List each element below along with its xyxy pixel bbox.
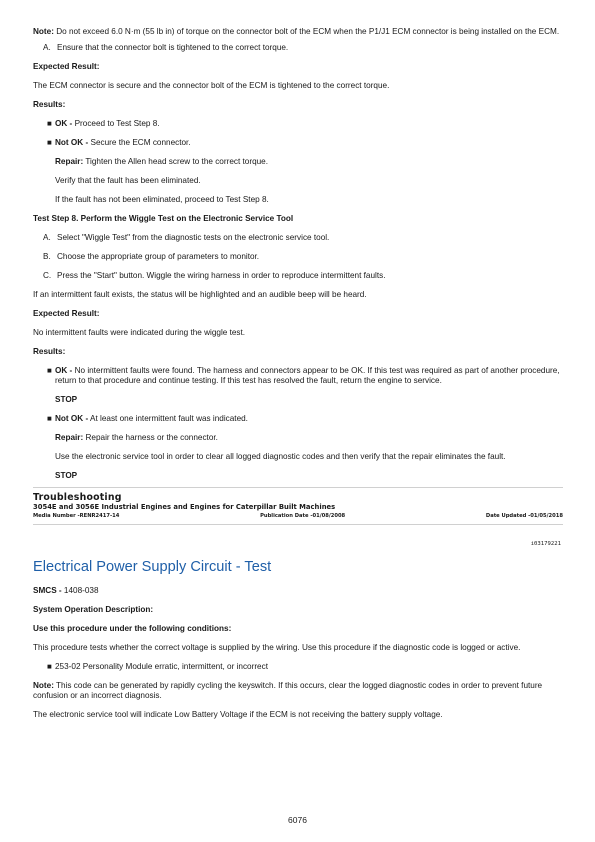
bullet-icon: ■ [47, 366, 52, 375]
step-item [33, 271, 563, 281]
media-number: Media Number -RENR2417-14 [33, 513, 120, 519]
code-list-item [33, 662, 563, 672]
publication-date: Publication Date -01/08/2008 [260, 513, 346, 519]
code-item-text: 253-02 Personality Module erratic, intermittent, or incorrect [55, 662, 268, 671]
step-text: Ensure that the connector bolt is tightened to the correct torque. [57, 43, 289, 52]
note-label: Note: [33, 681, 54, 690]
result-ok-item [33, 119, 563, 129]
stop-label: STOP [55, 395, 78, 404]
document-page [33, 27, 563, 720]
result-notok-item [33, 138, 563, 148]
expected-result-heading: Expected Result: [33, 309, 100, 318]
expected-result-heading: Expected Result: [33, 62, 100, 71]
ok-text: Proceed to Test Step 8. [72, 119, 160, 128]
step-text: Choose the appropriate group of parameters to monitor. [57, 252, 260, 261]
if-fault-text: If the fault has not been eliminated, proceed to Test Step 8. [55, 195, 269, 204]
bullet-icon: ■ [47, 138, 52, 147]
notok-label: Not OK - [55, 414, 89, 423]
use-conditions-heading: Use this procedure under the following conditions: [33, 624, 232, 633]
step-marker: C. [43, 271, 52, 280]
repair-body: Tighten the Allen head screw to the correct torque. [83, 157, 268, 166]
ok-text: No intermittent faults were found. The harness and connectors appear to be OK. If this test was required as part of another procedure, return to that procedure and continue testing. If this test has resolved the fault, return the engine to service. [55, 366, 560, 385]
repair-body: Repair the harness or the connector. [83, 433, 218, 442]
notok-label: Not OK - [55, 138, 89, 147]
intermittent-fault-text: If an intermittent fault exists, the status will be highlighted and an audible beep will be heard. [33, 290, 367, 299]
repair-label: Repair: [55, 433, 84, 442]
notok-text: At least one intermittent fault was indicated. [88, 414, 248, 423]
system-operation-heading: System Operation Description: [33, 605, 154, 614]
doc-title: Troubleshooting [33, 492, 122, 503]
section-title: Electrical Power Supply Circuit - Test [33, 559, 272, 575]
step-marker: A. [43, 43, 51, 52]
expected-result-text: The ECM connector is secure and the connector bolt of the ECM is tightened to the correct torque. [33, 81, 390, 90]
step8-heading: Test Step 8. Perform the Wiggle Test on the Electronic Service Tool [33, 214, 294, 223]
ok-label: OK - [55, 366, 73, 375]
keyswitch-note [33, 681, 563, 701]
results-heading: Results: [33, 347, 66, 356]
smcs-line [33, 586, 563, 596]
step-marker: A. [43, 233, 51, 242]
results-heading: Results: [33, 100, 66, 109]
step-text: Press the "Start" button. Wiggle the wiring harness in order to reproduce intermittent faults. [57, 271, 386, 280]
step-marker: B. [43, 252, 51, 261]
smcs-value: 1408-038 [61, 586, 99, 595]
ok-label: OK - [55, 119, 73, 128]
notok-text: Secure the ECM connector. [88, 138, 191, 147]
doc-subtitle: 3054E and 3056E Industrial Engines and Engines for Caterpillar Built Machines [33, 503, 336, 511]
bullet-icon: ■ [47, 414, 52, 423]
verify-text: Verify that the fault has been eliminated. [55, 176, 201, 185]
note-text: Do not exceed 6.0 N·m (55 lb in) of torque on the connector bolt of the ECM when the P1/J1 ECM connector is being installed on the ECM. [53, 27, 560, 36]
battery-text: The electronic service tool will indicate Low Battery Voltage if the ECM is not receiving the battery supply voltage. [33, 710, 443, 719]
repair-text [33, 157, 563, 167]
use-tool-text: Use the electronic service tool in order to clear all logged diagnostic codes and then verify that the repair eliminates the fault. [55, 452, 506, 461]
repair-text [33, 433, 563, 443]
note-label: Note: [33, 27, 54, 36]
result-notok-item [33, 414, 563, 424]
torque-note [33, 27, 563, 37]
intro-text: This procedure tests whether the correct voltage is supplied by the wiring. Use this procedure if the diagnostic code is logged or active. [33, 643, 521, 652]
date-updated: Date Updated -01/05/2018 [485, 513, 563, 519]
step-item [33, 233, 563, 243]
result-ok-item [33, 366, 563, 386]
bullet-icon: ■ [47, 119, 52, 128]
step-item [33, 252, 563, 262]
doc-id: i03179221 [530, 541, 561, 547]
doc-meta [33, 512, 563, 520]
smcs-label: SMCS - [33, 586, 62, 595]
bullet-icon: ■ [47, 662, 52, 671]
page-number: 6076 [288, 815, 307, 825]
step-item [33, 43, 563, 53]
note-text: This code can be generated by rapidly cycling the keyswitch. If this occurs, clear the logged diagnostic codes in order to prevent future confusion or an incorrect diagnosis. [33, 681, 543, 700]
stop-label: STOP [55, 471, 78, 480]
step-text: Select "Wiggle Test" from the diagnostic tests on the electronic service tool. [57, 233, 330, 242]
expected-result-text: No intermittent faults were indicated during the wiggle test. [33, 328, 246, 337]
repair-label: Repair: [55, 157, 84, 166]
